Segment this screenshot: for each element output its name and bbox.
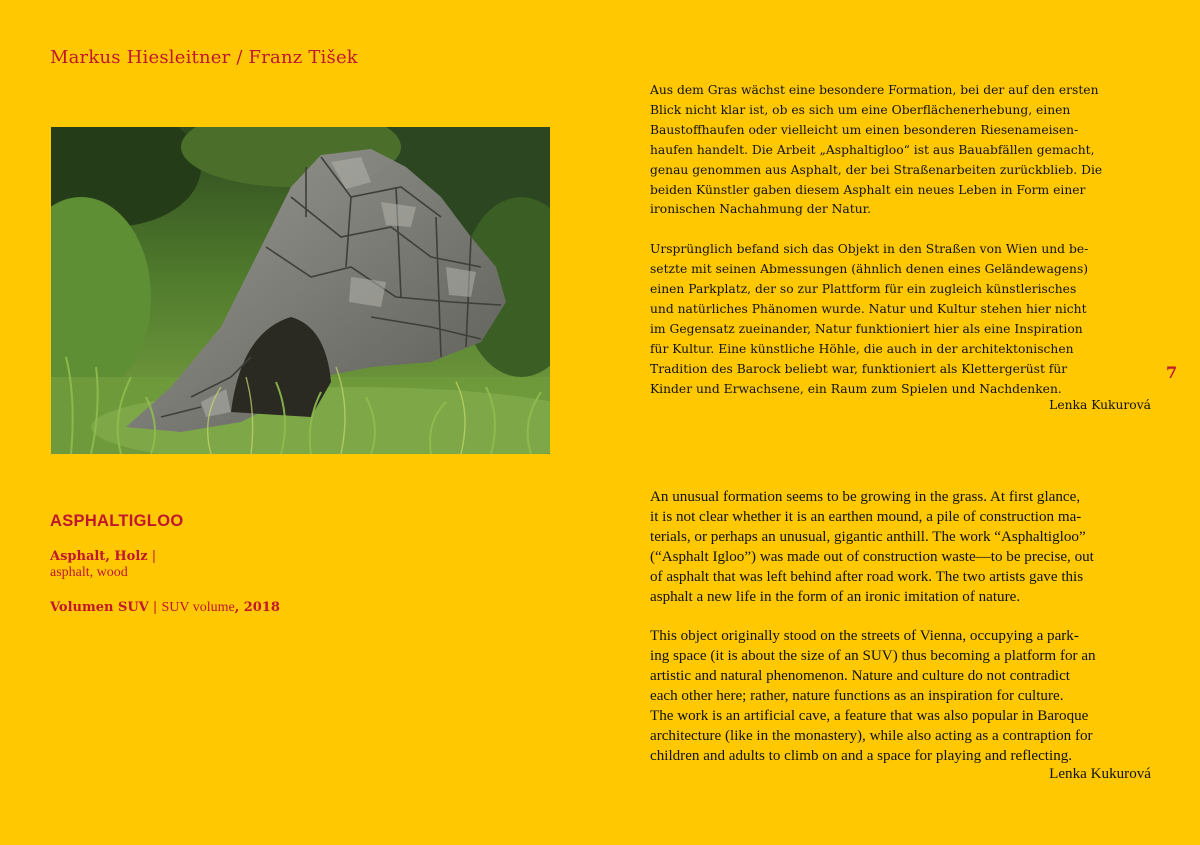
artwork-title: ASPHALTIGLOO — [50, 512, 184, 530]
artwork-photo — [51, 127, 550, 454]
material-en: asphalt, wood — [50, 565, 128, 580]
english-paragraph-1: An unusual formation seems to be growing in the grass. At first glance, it is not clear whether it is an earthen mound, a pile of construction ma- terials, or perhaps an unusual, gigantic anthill. The work “Asphaltigloo” (“Asphalt Igloo”) was made out of construction waste—to be precise, out of asphalt that was left behind after road work. The two artists gave this asphalt a new life in the form of an ironic imitation of nature. — [650, 489, 1094, 605]
artwork-volume — [50, 600, 280, 616]
german-paragraph-1: Aus dem Gras wächst eine besondere Formation, bei der auf den ersten Blick nicht klar ist, ob es sich um eine Oberflächenerhebung, einen Baustoffhaufen oder vielleicht um einen besonderen Riesenameisen- haufen handelt. Die Arbeit „Asphaltigloo“ ist aus Bauabfällen gemacht, genau genommen aus Asphalt, der bei Straßenarbeiten zurückblieb. Die beiden Künstler gaben diesem Asphalt ein neues Leben in Form einer ironischen Nachahmung der Natur. — [650, 83, 1103, 217]
german-text — [650, 81, 1170, 399]
volume-de: Volumen SUV — [50, 600, 149, 615]
artist-names: Markus Hiesleitner / Franz Tišek — [50, 47, 358, 68]
german-signature: Lenka Kukurová — [1049, 398, 1151, 412]
material-separator: | — [151, 549, 157, 564]
english-paragraph-2: This object originally stood on the streets of Vienna, occupying a park- ing space (it is about the size of an SUV) thus becoming a platform for an artistic and natural phenomenon. Nature and culture do not contradict each other here; rather, nature functions as an inspiration for culture. The work is an artificial cave, a feature that was also popular in Baroque architecture (like in the monastery), while also acting as a contraption for children and adults to climb on and a space for playing and reflecting. — [650, 628, 1096, 764]
artwork-year: , 2018 — [234, 600, 280, 615]
english-signature: Lenka Kukurová — [1049, 766, 1151, 782]
english-text — [650, 488, 1170, 767]
german-paragraph-2: Ursprünglich befand sich das Objekt in den Straßen von Wien und be- setzte mit seinen Abmessungen (ähnlich denen eines Geländewagens) einen Parkplatz, der so zur Plattform für ein zugleich künstlerisches und natürliches Phänomen wurde. Natur und Kultur stehen hier nicht im Gegensatz zueinander, Natur funktioniert hier als eine Inspiration für Kultur. Eine künstliche Höhle, die auch in der architektonischen Tradition des Barock beliebt war, funktioniert als Klettergerüst für Kinder und Erwachsene, ein Raum zum Spielen und Nachdenken. — [650, 242, 1089, 396]
artwork-material — [50, 549, 156, 581]
photo-asphalt-igloo-icon — [51, 127, 550, 454]
volume-en: SUV volume — [161, 600, 235, 615]
page-number: 7 — [1166, 363, 1178, 382]
volume-separator: | — [152, 600, 158, 615]
material-de: Asphalt, Holz — [50, 549, 148, 564]
